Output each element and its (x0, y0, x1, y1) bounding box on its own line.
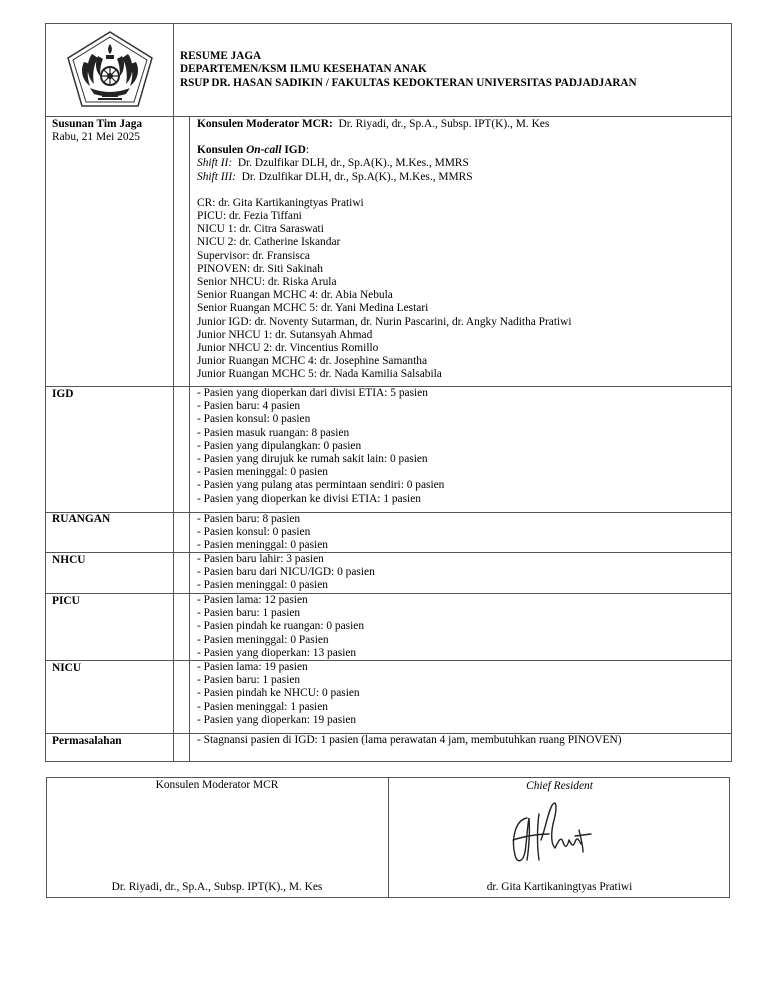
list-item: - Pasien yang dioperkan: 13 pasien (197, 646, 357, 659)
moderator-name: Dr. Riyadi, dr., Sp.A., Subsp. IPT(K)., M. Kes (338, 118, 550, 130)
team-member: NICU 2: dr. Catherine Iskandar (197, 236, 341, 249)
department-name: DEPARTEMEN/KSM ILMU KESEHATAN ANAK (180, 63, 427, 76)
list-item: - Pasien yang dioperkan: 19 pasien (197, 713, 357, 726)
list-item: - Pasien yang dirujuk ke rumah sakit lain: 0 pasien (197, 453, 428, 466)
moderator-signature-name: Dr. Riyadi, dr., Sp.A., Subsp. IPT(K)., M. Kes (111, 881, 323, 893)
oncall-label-colon: : (305, 144, 310, 157)
list-item: - Pasien baru dari NICU/IGD: 0 pasien (197, 566, 375, 579)
shift-name: Dr. Dzulfikar DLH, dr., Sp.A(K)., M.Kes., MMRS (237, 157, 469, 170)
section-label-ruangan: RUANGAN (52, 513, 111, 525)
moderator-label: Konsulen Moderator MCR: (197, 118, 333, 130)
list-item: - Pasien pindah ke ruangan: 0 pasien (197, 620, 365, 633)
team-member: Junior IGD: dr. Noventy Sutarman, dr. Nurin Pascarini, dr. Angky Naditha Pratiwi (197, 315, 572, 328)
list-item: - Pasien meninggal: 0 pasien (197, 539, 328, 552)
team-member: Junior Ruangan MCHC 5: dr. Nada Kamilia Salsabila (197, 368, 442, 381)
list-item: - Pasien konsul: 0 pasien (197, 526, 311, 539)
team-member: Senior NHCU: dr. Riska Arula (197, 276, 337, 289)
team-member: Junior NHCU 1: dr. Sutansyah Ahmad (197, 328, 373, 341)
team-member: Junior NHCU 2: dr. Vincentius Romillo (197, 342, 379, 355)
team-member: Senior Ruangan MCHC 5: dr. Yani Medina Lestari (197, 302, 429, 315)
header-column-divider (173, 23, 174, 762)
section-nicu-items (197, 661, 360, 727)
list-item: - Pasien meninggal: 0 pasien (197, 579, 328, 592)
team-member: CR: dr. Gita Kartikaningtyas Pratiwi (197, 196, 364, 209)
team-member: Senior Ruangan MCHC 4: dr. Abia Nebula (197, 289, 393, 302)
section-nhcu-items (197, 553, 375, 593)
list-item: - Pasien yang dioperkan ke divisi ETIA: 1 pasien (197, 492, 421, 505)
team-member: PINOVEN: dr. Siti Sakinah (197, 262, 323, 275)
row-divider-picu (45, 593, 732, 594)
list-item: - Pasien baru: 8 pasien (197, 513, 301, 525)
section-label-nicu: NICU (52, 662, 82, 674)
section-permasalahan-items (197, 734, 622, 747)
shift-label: Shift II: (197, 157, 233, 170)
list-item: - Pasien yang pulang atas permintaan sendiri: 0 pasien (197, 479, 445, 492)
body-column-divider (189, 116, 190, 762)
document-title: RESUME JAGA (180, 50, 262, 62)
moderator-signature-title: Konsulen Moderator MCR (155, 779, 279, 791)
chief-resident-title: Chief Resident (526, 780, 593, 792)
list-item: - Pasien meninggal: 1 pasien (197, 700, 328, 713)
header-divider (45, 116, 732, 117)
list-item: - Pasien baru: 1 pasien (197, 607, 301, 620)
row-divider-ruangan (45, 512, 732, 513)
team-details (197, 118, 572, 382)
team-member: NICU 1: dr. Citra Saraswati (197, 223, 324, 236)
list-item: - Pasien baru: 1 pasien (197, 674, 301, 687)
list-item: - Pasien yang dipulangkan: 0 pasien (197, 439, 362, 452)
list-item: - Pasien baru: 4 pasien (197, 400, 301, 413)
team-date: Rabu, 21 Mei 2025 (52, 131, 140, 143)
team-member: Supervisor: dr. Fransisca (197, 249, 310, 262)
list-item: - Stagnansi pasien di IGD: 1 pasien (lama perawatan 4 jam, membutuhkan ruang PINOVEN) (197, 734, 622, 746)
section-ruangan-items (197, 513, 328, 553)
shift-label: Shift III: (197, 170, 236, 183)
list-item: - Pasien meninggal: 0 pasien (197, 466, 328, 479)
list-item: - Pasien pindah ke NHCU: 0 pasien (197, 687, 360, 700)
document-header (180, 50, 637, 90)
oncall-heading (197, 144, 572, 157)
university-logo-icon (62, 28, 158, 112)
oncall-label-prefix: Konsulen (197, 144, 247, 157)
oncall-label-igd: IGD (281, 144, 306, 157)
chief-resident-name: dr. Gita Kartikaningtyas Pratiwi (486, 881, 633, 893)
list-item: - Pasien konsul: 0 pasien (197, 413, 311, 426)
section-label-igd: IGD (52, 388, 74, 400)
list-item: - Pasien yang dioperkan dari divisi ETIA: 5 pasien (197, 387, 428, 399)
moderator-line (197, 118, 572, 131)
shift-line (197, 157, 572, 170)
section-picu-items (197, 594, 364, 660)
chief-resident-signature (505, 800, 615, 870)
list-item: - Pasien lama: 12 pasien (197, 594, 308, 606)
list-item: - Pasien baru lahir: 3 pasien (197, 553, 324, 565)
team-label: Susunan Tim Jaga (52, 118, 143, 130)
team-member: PICU: dr. Fezia Tiffani (197, 210, 302, 223)
team-member: Junior Ruangan MCHC 4: dr. Josephine Samantha (197, 355, 428, 368)
signature-divider (388, 777, 389, 898)
list-item: - Pasien lama: 19 pasien (197, 661, 308, 673)
row-divider-nhcu (45, 552, 732, 553)
list-item: - Pasien meninggal: 0 Pasien (197, 633, 329, 646)
section-igd-items (197, 387, 444, 506)
section-label-permasalahan: Permasalahan (52, 735, 122, 747)
row-divider-nicu (45, 660, 732, 661)
shift-name: Dr. Dzulfikar DLH, dr., Sp.A(K)., M.Kes., MMRS (241, 170, 473, 183)
section-label-picu: PICU (52, 595, 80, 607)
institution-name: RSUP DR. HASAN SADIKIN / FAKULTAS KEDOKTERAN UNIVERSITAS PADJADJARAN (180, 76, 637, 89)
list-item: - Pasien masuk ruangan: 8 pasien (197, 426, 350, 439)
section-label-nhcu: NHCU (52, 554, 86, 566)
oncall-label-italic: On-call (246, 144, 282, 157)
shift-line (197, 171, 572, 184)
